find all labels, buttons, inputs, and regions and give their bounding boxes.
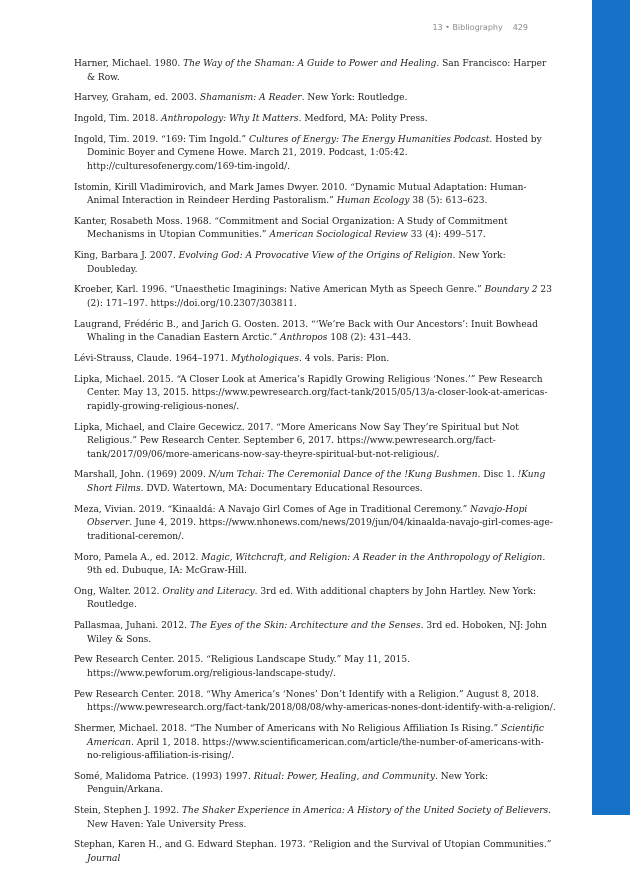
entry-text: Lipka, Michael, and Claire Gecewicz. 2017. “More Americans Now Say They’re Spiritual but Not Religious.” Pew Research Center. September 6, 2017. https://www.pewresearch.org/fact-tank/2017/09/06/more-americans-now-say-theyre-spiritual-but-not-religious/. [74, 422, 519, 460]
bibliography-entry [74, 723, 556, 764]
running-head-label: 13 • Bibliography [432, 23, 503, 32]
entry-text: . Hosted by Dominic Boyer and Cymene Howe. March 21, 2019. Podcast, 1:05:42. http://culturesofenergy.com/169-tim-ingold/. [87, 134, 542, 172]
entry-text: . April 1, 2018. https://www.scientificamerican.com/article/the-number-of-americans-with-no-religious-affiliation-is-rising/. [87, 737, 544, 762]
entry-text: . New York: Doubleday. [87, 251, 506, 275]
entry-text: Lévi-Strauss, Claude. 1964–1971. [74, 353, 232, 364]
entry-title: The Shaker Experience in America: A History of the United Society of Believers [181, 806, 549, 817]
entry-title: !Kung Short Films [87, 470, 546, 494]
entry-text: Somé, Malidoma Patrice. (1993) 1997. [74, 771, 254, 782]
entry-text: Stephan, Karen H., and G. Edward Stephan. 1973. “Religion and the Survival of Utopian Communities.” [74, 840, 552, 851]
entry-text: Pew Research Center. 2018. “Why America’s ‘Nones’ Don’t Identify with a Religion.” August 8, 2018. https://www.pewresearch.org/fact-tank/2018/08/08/why-americas-nones-dont-identify-with-a-religion/. [74, 689, 556, 714]
bibliography-entry [74, 689, 556, 716]
entry-text: Marshall, John. (1969) 2009. [74, 470, 209, 481]
entry-text: Moro, Pamela A., ed. 2012. [74, 552, 202, 563]
running-head [380, 23, 528, 32]
entry-text: . 9th ed. Dubuque, IA: McGraw-Hill. [87, 552, 546, 577]
entry-title: Ritual: Power, Healing, and Community [253, 771, 435, 782]
entry-text: 33 (4): 499–517. [407, 230, 486, 241]
bibliography-entry [74, 58, 556, 85]
entry-text: . San Francisco: Harper & Row. [87, 59, 547, 83]
bibliography-entry [74, 216, 556, 243]
entry-text: . New York: Penguin/Arkana. [87, 771, 489, 796]
entry-text: 108 (2): 431–443. [327, 333, 412, 344]
entry-text: . June 4, 2019. https://www.nhonews.com/news/2019/jun/04/kinaalda-navajo-girl-comes-age-traditional-ceremon/. [87, 518, 553, 542]
entry-text: Ong, Walter. 2012. [74, 586, 163, 597]
entry-text: Pew Research Center. 2015. “Religious Landscape Study.” May 11, 2015. https://www.pewforum.org/religious-landscape-study/. [74, 655, 410, 679]
entry-title: Journal [87, 853, 121, 864]
entry-text: Harner, Michael. 1980. [74, 59, 184, 69]
entry-text: Shermer, Michael. 2018. “The Number of Americans with No Religious Affiliation Is Rising.” [74, 723, 502, 734]
entry-title: Orality and Literacy [162, 586, 255, 597]
entry-text: Kanter, Rosabeth Moss. 1968. “Commitment and Social Organization: A Study of Commitment Mechanisms in Utopian Communities.” [74, 216, 508, 241]
entry-text: Harvey, Graham, ed. 2003. [74, 93, 200, 104]
entry-text: . 3rd ed. Hoboken, NJ: John Wiley & Sons. [87, 621, 547, 645]
bibliography-entry [74, 422, 556, 463]
bibliography-entry [74, 284, 556, 311]
entry-text: Istomin, Kirill Vladimirovich, and Mark James Dwyer. 2010. “Dynamic Mutual Adaptation: Human-Animal Interaction in Reindeer Herding Pastoralism.” [74, 182, 527, 207]
entry-title: Human Ecology [336, 196, 410, 207]
entry-title: Anthropology: Why It Matters [161, 113, 299, 124]
bibliography-entry [74, 469, 556, 496]
entry-text: . 4 vols. Paris: Plon. [299, 353, 390, 364]
bibliography-entry [74, 586, 556, 613]
entry-title: Boundary 2 [484, 285, 538, 296]
bibliography-list [74, 58, 556, 874]
entry-title: American Sociological Review [269, 230, 408, 241]
bibliography-entry [74, 771, 556, 798]
page-edge-color-band [592, 0, 630, 815]
entry-text: . Disc 1. [477, 470, 518, 481]
entry-text: . New York: Routledge. [301, 93, 408, 104]
entry-text: Kroeber, Karl. 1996. “Unaesthetic Imaginings: Native American Myth as Speech Genre.” [74, 285, 485, 296]
entry-title: N/um Tchai: The Ceremonial Dance of the !Kung Bushmen [208, 470, 478, 481]
entry-text: Lipka, Michael. 2015. “A Closer Look at America’s Rapidly Growing Religious ‘Nones.’” Pew Research Center. May 13, 2015. https://www.pewresearch.org/fact-tank/2015/05/13/a-closer-look-at-americas-rapidly-growing-religious-nones/. [74, 374, 548, 412]
bibliography-entry [74, 620, 556, 647]
entry-text: . New Haven: Yale University Press. [87, 806, 552, 830]
bibliography-entry [74, 805, 556, 832]
entry-text: Ingold, Tim. 2019. “169: Tim Ingold.” [74, 134, 250, 145]
bibliography-entry [74, 92, 556, 106]
bibliography-entry [74, 134, 556, 175]
entry-title: The Eyes of the Skin: Architecture and the Senses [189, 621, 421, 632]
entry-title: Scientific American [87, 723, 544, 748]
bibliography-entry [74, 374, 556, 415]
bibliography-entry [74, 353, 556, 367]
bibliography-entry [74, 250, 556, 277]
page-number: 429 [512, 23, 528, 32]
entry-text: Pallasmaa, Juhani. 2012. [74, 621, 190, 632]
entry-text: Stein, Stephen J. 1992. [74, 806, 182, 817]
entry-text: Ingold, Tim. 2018. [74, 113, 162, 124]
entry-text: 38 (5): 613–623. [409, 196, 488, 207]
entry-text: King, Barbara J. 2007. [74, 251, 179, 262]
entry-text: Meza, Vivian. 2019. “Kinaaldá: A Navajo Girl Comes of Age in Traditional Ceremony.” [74, 504, 471, 515]
entry-text: . DVD. Watertown, MA: Documentary Educational Resources. [140, 483, 423, 494]
bibliography-entry [74, 182, 556, 209]
bibliography-entry [74, 839, 556, 866]
entry-text: Laugrand, Frédéric B., and Jarich G. Oosten. 2013. “‘We’re Back with Our Ancestors’: Inuit Bowhead Whaling in the Canadian Eastern Arctic.” [74, 319, 538, 344]
entry-title: The Way of the Shaman: A Guide to Power and Healing [183, 59, 437, 69]
entry-text: . 3rd ed. With additional chapters by John Hartley. New York: Routledge. [87, 586, 537, 611]
entry-title: Shamanism: A Reader [199, 93, 302, 104]
bibliography-entry [74, 504, 556, 545]
entry-title: Navajo-Hopi Observer [87, 504, 528, 529]
bibliography-entry [74, 654, 556, 681]
bibliography-entry [74, 319, 556, 346]
entry-title: Cultures of Energy: The Energy Humanities Podcast [249, 134, 490, 145]
entry-text: . Medford, MA: Polity Press. [298, 113, 428, 124]
entry-text: 23 (2): 171–197. https://doi.org/10.2307/303811. [87, 285, 552, 309]
entry-title: Mythologiques [231, 353, 300, 364]
entry-title: Evolving God: A Provocative View of the Origins of Religion [178, 251, 453, 262]
bibliography-entry [74, 552, 556, 579]
bibliography-entry [74, 113, 556, 127]
entry-title: Anthropos [279, 333, 328, 344]
entry-title: Magic, Witchcraft, and Religion: A Reader in the Anthropology of Religion [201, 552, 543, 563]
